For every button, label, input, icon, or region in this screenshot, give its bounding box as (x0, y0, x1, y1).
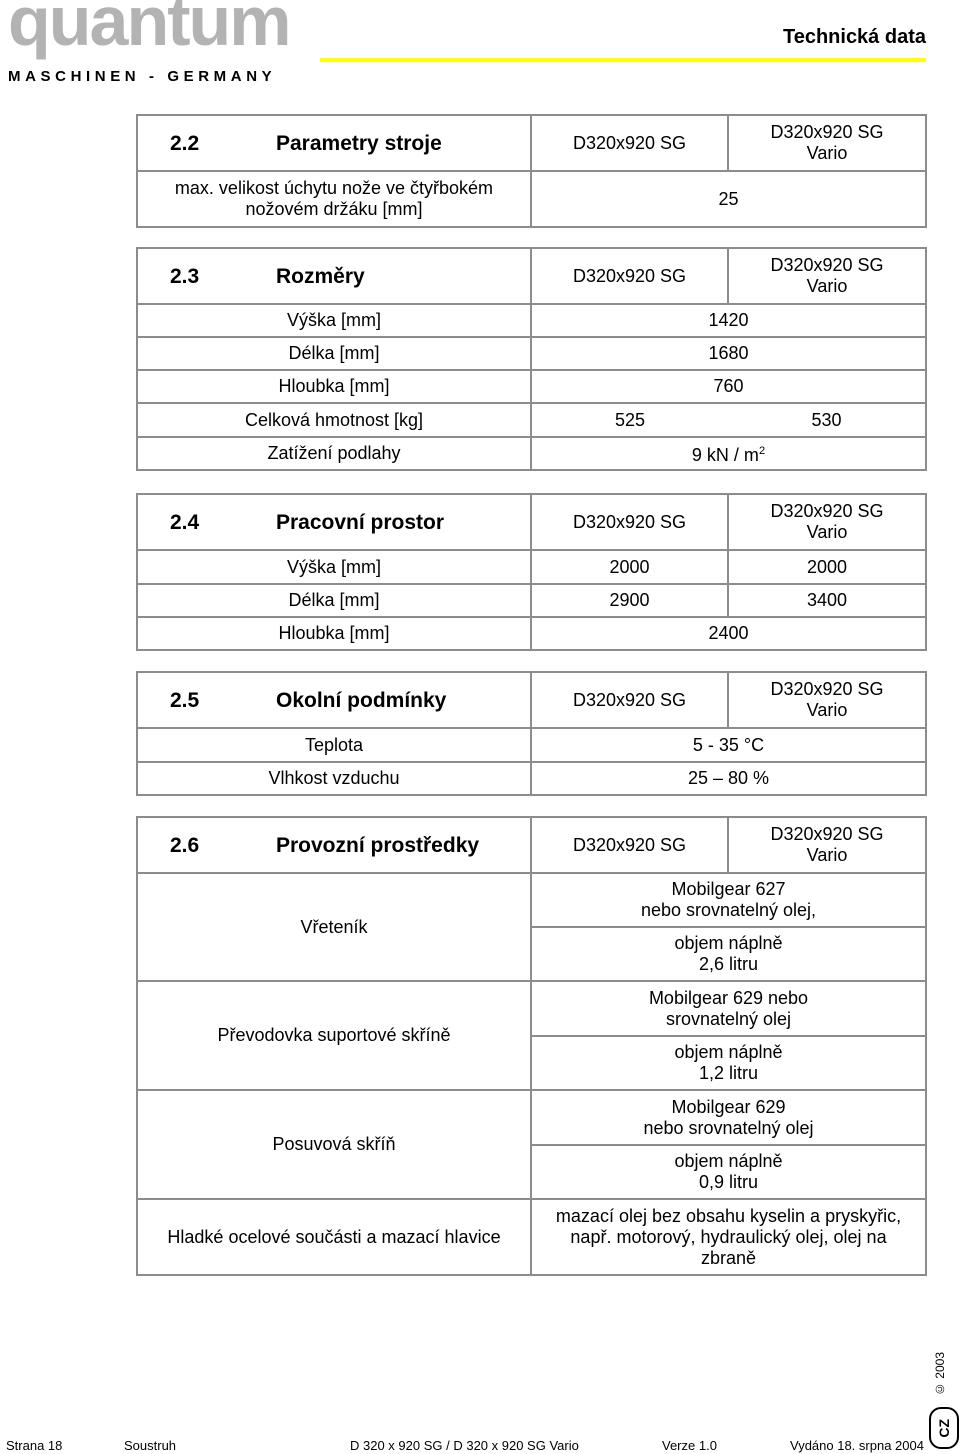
row-label: Výška [mm] (137, 304, 531, 337)
row-label: Převodovka suportové skříně (137, 981, 531, 1090)
section-heading (137, 115, 531, 171)
footer-machine-type: Soustruh (124, 1438, 177, 1453)
row-label: Zatížení podlahy (137, 437, 531, 470)
section-heading (137, 248, 531, 304)
row-value-standard: 2900 (531, 584, 728, 617)
column-header-standard: D320x920 SG (531, 115, 728, 171)
table-row (137, 728, 926, 762)
table-header-row (137, 672, 926, 728)
table-row (137, 337, 926, 370)
footer-version: Verze 1.0 (662, 1438, 717, 1453)
row-label: Délka [mm] (137, 584, 531, 617)
table-row (137, 304, 926, 337)
column-header-vario: D320x920 SG Vario (728, 115, 926, 171)
section-title: Provozní prostředky (276, 833, 480, 857)
row-label: Vlhkost vzduchu (137, 762, 531, 795)
header-divider (320, 58, 926, 62)
table-row (137, 873, 926, 927)
row-value-vario: 2000 (728, 550, 926, 584)
row-value: 25 – 80 % (531, 762, 926, 795)
row-value: Mobilgear 627 nebo srovnatelný olej, (531, 873, 926, 927)
table-row (137, 584, 926, 617)
row-value-vario: 3400 (728, 584, 926, 617)
copyright-notice: © 2003 (933, 1352, 947, 1397)
table-header-row (137, 115, 926, 171)
footer-issue-date: Vydáno 18. srpna 2004 (790, 1438, 924, 1453)
section-number: 2.6 (170, 833, 200, 857)
row-value: Mobilgear 629 nebo srovnatelný olej (531, 1090, 926, 1145)
row-value: objem náplně 2,6 litru (531, 927, 926, 981)
table-row (137, 1090, 926, 1145)
column-header-standard: D320x920 SG (531, 817, 728, 873)
column-header-vario: D320x920 SG Vario (728, 494, 926, 550)
row-label: Posuvová skříň (137, 1090, 531, 1199)
table-operating-fluids (136, 816, 927, 1276)
section-number: 2.4 (170, 510, 200, 534)
column-header-standard: D320x920 SG (531, 248, 728, 304)
table-row (137, 437, 926, 470)
row-label: Teplota (137, 728, 531, 762)
row-label: Vřeteník (137, 873, 531, 981)
table-row (137, 981, 926, 1036)
language-code: CZ (936, 1418, 952, 1438)
row-value-standard: 2000 (531, 550, 728, 584)
row-value: 5 - 35 °C (531, 728, 926, 762)
row-value: objem náplně 0,9 litru (531, 1145, 926, 1199)
table-header-row (137, 494, 926, 550)
row-value-standard: 525 (531, 403, 728, 437)
row-label: Délka [mm] (137, 337, 531, 370)
row-label: max. velikost úchytu nože ve čtyřbokém nožovém držáku [mm] (137, 171, 531, 227)
column-header-vario: D320x920 SG Vario (728, 248, 926, 304)
column-header-vario: D320x920 SG Vario (728, 817, 926, 873)
section-title: Okolní podmínky (276, 688, 447, 712)
table-ambient-conditions (136, 671, 927, 796)
table-header-row (137, 248, 926, 304)
row-value: 760 (531, 370, 926, 403)
table-row (137, 171, 926, 227)
brand-tagline: MASCHINEN - GERMANY (8, 68, 277, 85)
column-header-standard: D320x920 SG (531, 494, 728, 550)
table-working-space (136, 493, 927, 651)
brand-logo: quantum (8, 0, 290, 60)
section-title: Rozměry (276, 264, 365, 288)
section-number: 2.2 (170, 131, 200, 155)
footer-model: D 320 x 920 SG / D 320 x 920 SG Vario (350, 1438, 579, 1453)
page-section-title: Technická data (782, 26, 926, 48)
table-row (137, 550, 926, 584)
row-label: Hloubka [mm] (137, 370, 531, 403)
row-value: 9 kN / $m^2$ (531, 437, 926, 470)
section-number: 2.5 (170, 688, 200, 712)
row-value: objem náplně 1,2 litru (531, 1036, 926, 1090)
table-machine-parameters (136, 114, 927, 228)
section-number: 2.3 (170, 264, 200, 288)
table-row (137, 370, 926, 403)
row-label: Hloubka [mm] (137, 617, 531, 650)
table-row (137, 403, 926, 437)
row-value: mazací olej bez obsahu kyselin a pryskyřic, např. motorový, hydraulický olej, olej na zbraně (531, 1199, 926, 1275)
row-label: Výška [mm] (137, 550, 531, 584)
section-heading (137, 494, 531, 550)
table-dimensions (136, 247, 927, 471)
column-header-standard: D320x920 SG (531, 672, 728, 728)
row-label: Hladké ocelové součásti a mazací hlavice (137, 1199, 531, 1275)
row-value: 1420 (531, 304, 926, 337)
section-heading (137, 672, 531, 728)
row-value: 1680 (531, 337, 926, 370)
table-header-row (137, 817, 926, 873)
row-value: Mobilgear 629 nebo srovnatelný olej (531, 981, 926, 1036)
column-header-vario: D320x920 SG Vario (728, 672, 926, 728)
row-value-vario: 530 (728, 403, 926, 437)
page-footer (0, 1438, 960, 1454)
row-value: 2400 (531, 617, 926, 650)
section-heading (137, 817, 531, 873)
section-title: Pracovní prostor (276, 510, 445, 534)
section-title: Parametry stroje (276, 131, 442, 155)
table-row (137, 617, 926, 650)
footer-page: Strana 18 (6, 1438, 63, 1453)
row-value: 25 (531, 171, 926, 227)
table-row (137, 762, 926, 795)
table-row (137, 1199, 926, 1275)
row-label: Celková hmotnost [kg] (137, 403, 531, 437)
